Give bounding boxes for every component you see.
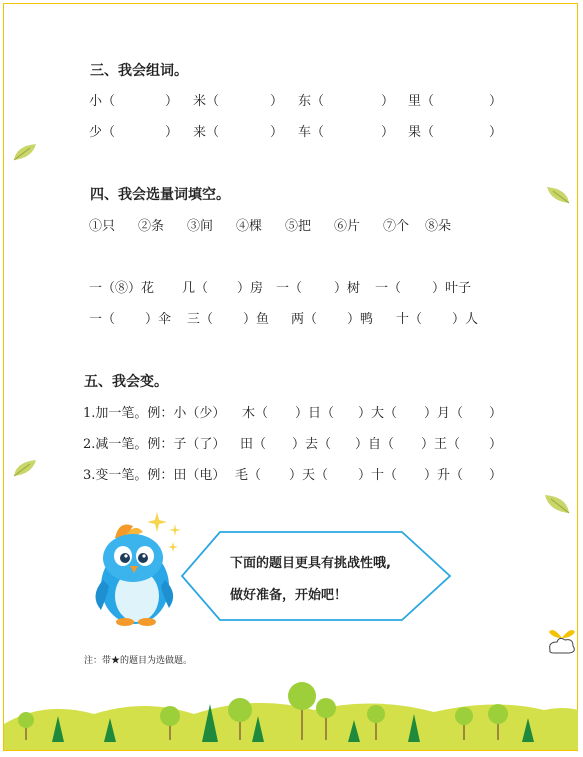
leaf-icon [545,185,571,207]
footnote: 注：带★的题目为选做题。 [84,656,193,666]
section-title-4: 四、我会选量词填空。 [90,187,230,203]
speech-bubble [180,530,452,622]
bubble-text-line-1: 下面的题目更具有挑战性哦, [230,556,391,571]
bird-mascot-icon [85,510,190,630]
change-row-3: 3.变一笔。例：田（电） 毛（ ）天（ ）十（ ）升（ ） [83,468,503,483]
leaf-icon [12,142,38,164]
section-title-3: 三、我会组词。 [90,63,188,79]
sprout-icon [545,620,579,656]
measure-row-2: 一（ ）伞 三（ ）鱼 两（ ）鸭 十（ ）人 [89,312,479,327]
section-title-5: 五、我会变。 [84,374,168,390]
landscape-illustration [4,680,578,750]
leaf-icon [543,493,571,517]
bubble-text-line-2: 做好准备，开始吧！ [230,588,348,603]
measure-word-options: ①只 ②条 ③间 ④棵 ⑤把 ⑥片 ⑦个 ⑧朵 [89,219,452,234]
change-row-1: 1.加一笔。例：小（少） 木（ ）日（ ）大（ ）月（ ） [83,406,503,421]
measure-row-1: 一（⑧）花 几（ ）房 一（ ）树 一（ ）叶子 [89,281,472,296]
word-row-1: 小（ ） 米（ ） 东（ ） 里（ ） [89,94,503,109]
word-row-2: 少（ ） 来（ ） 车（ ） 果（ ） [89,125,503,140]
change-row-2: 2.减一笔。例：子（了） 田（ ）去（ ）自（ ）王（ ） [83,437,503,452]
